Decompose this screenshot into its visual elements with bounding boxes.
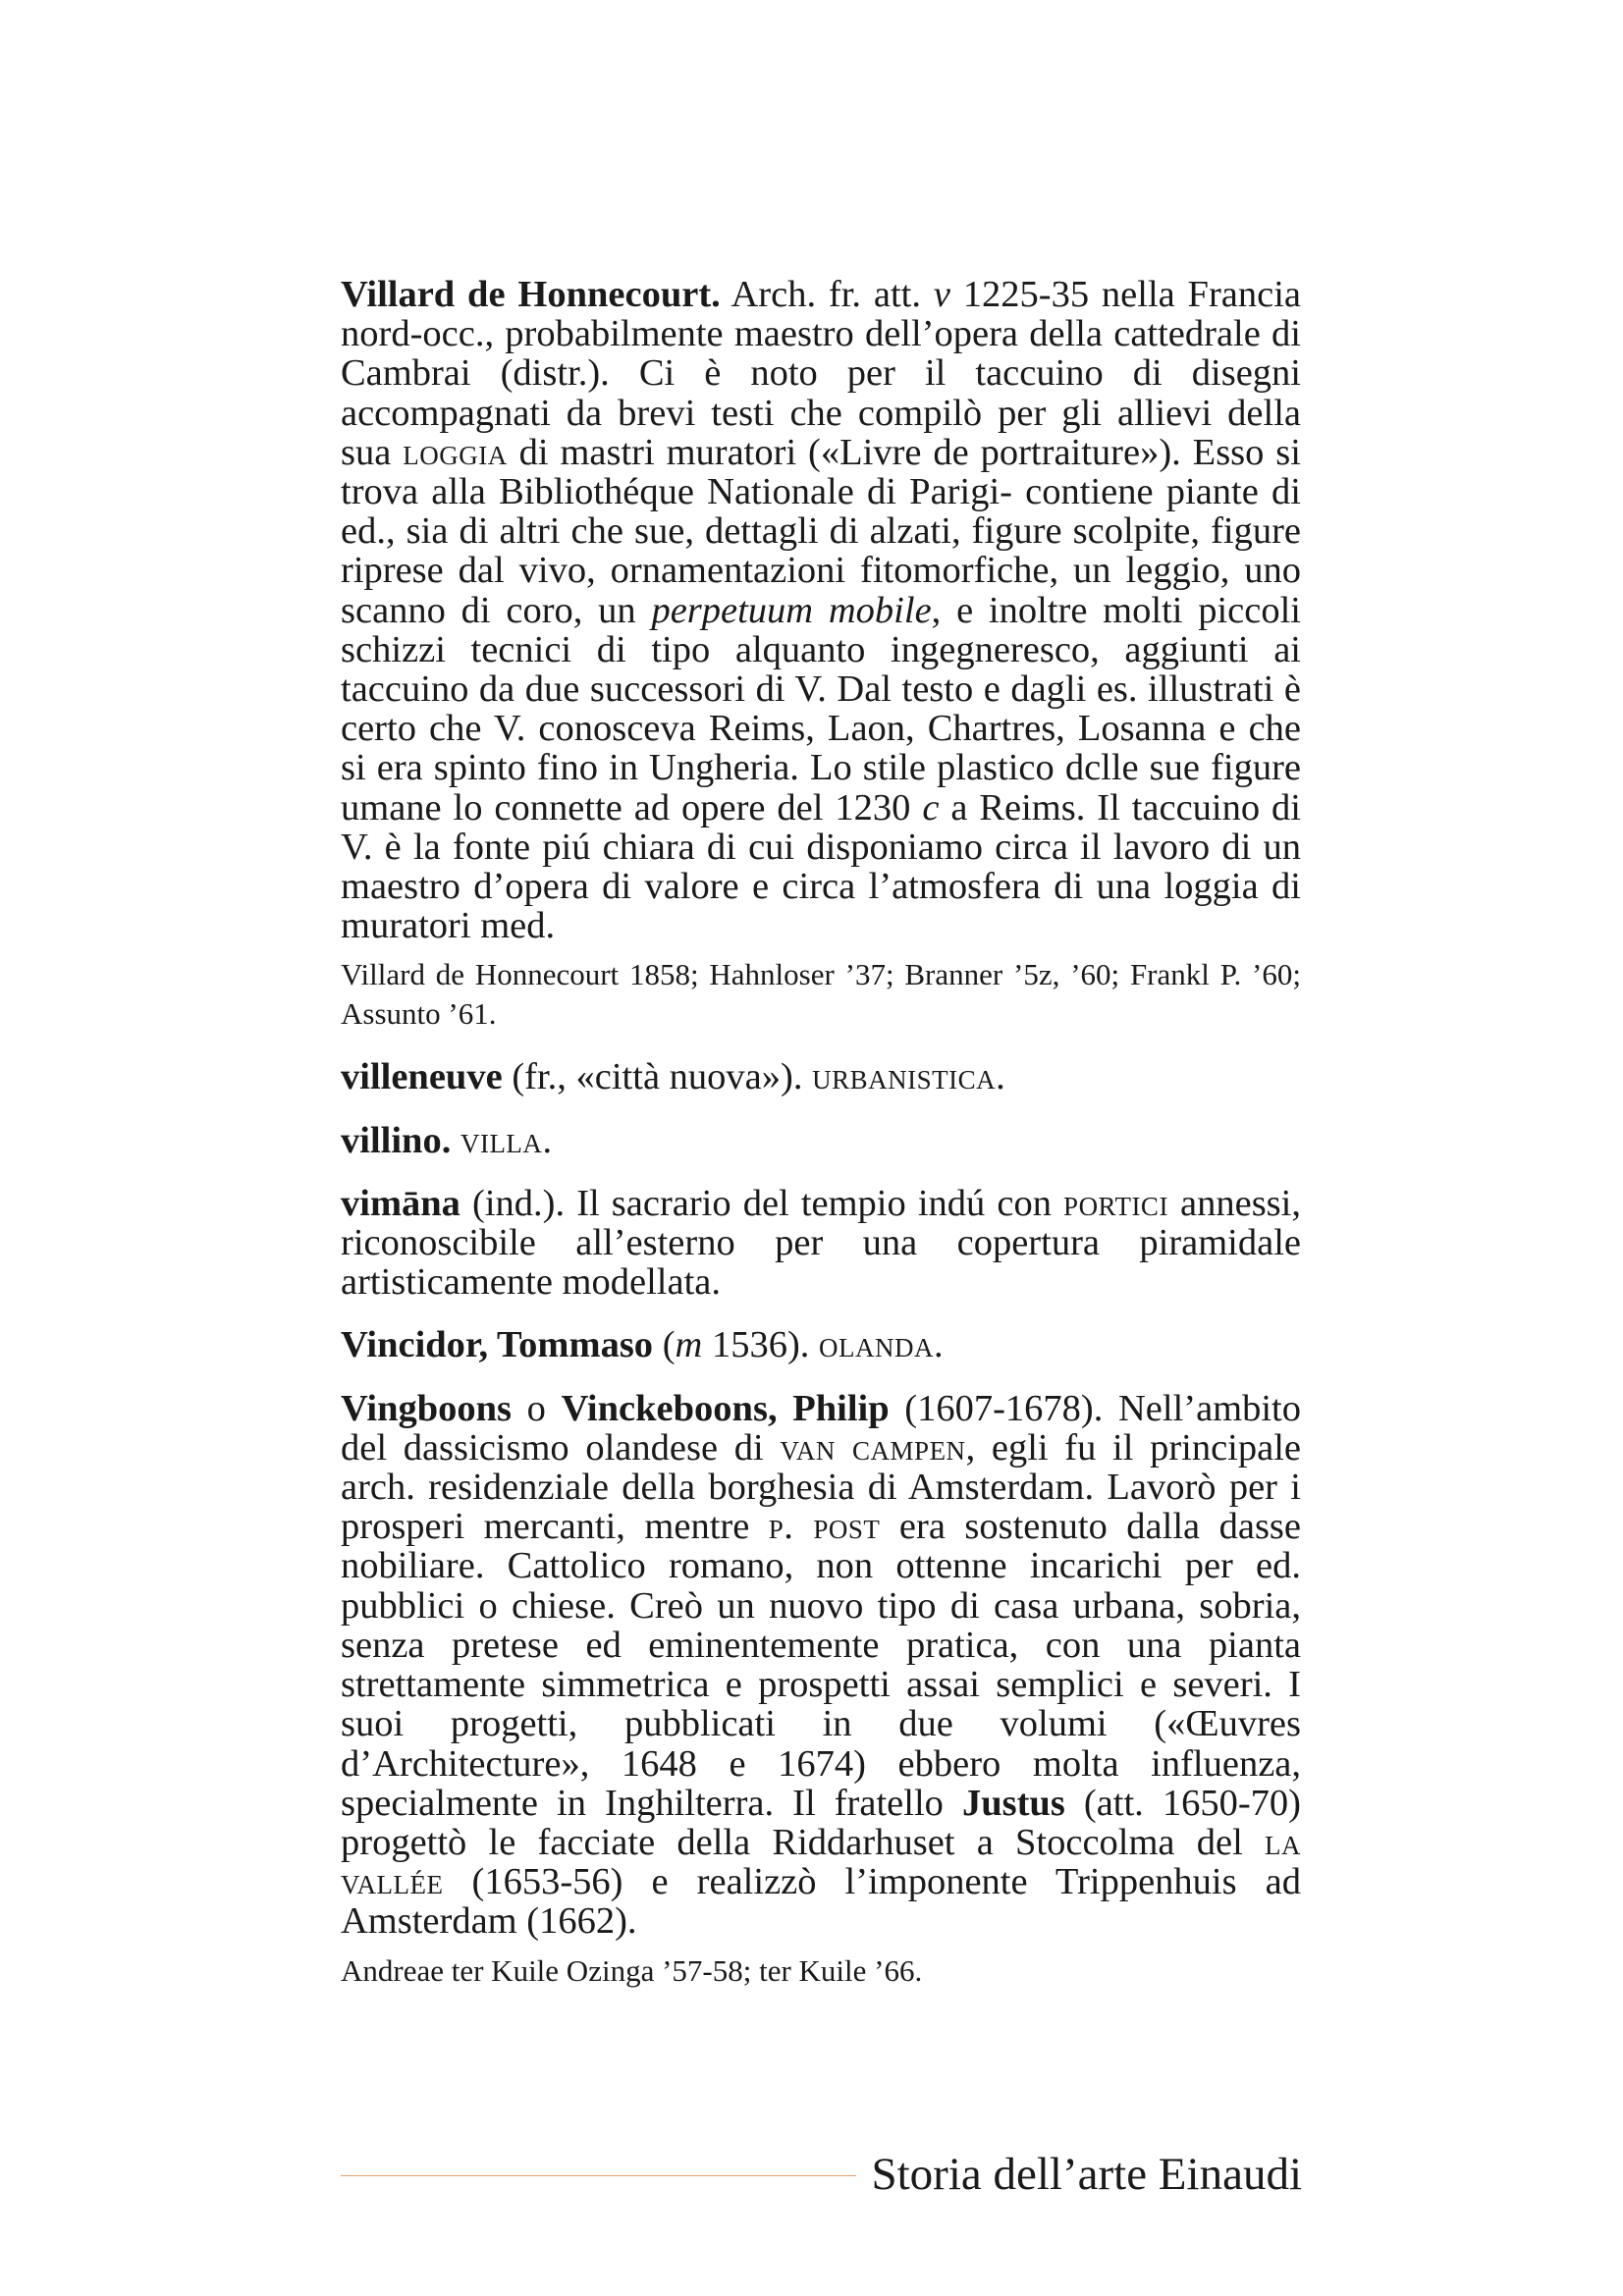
footer-title: Storia dell’arte Einaudi [871,2149,1302,2200]
cross-reference: olanda [819,1324,935,1366]
entry-text: . [934,1324,944,1366]
cross-reference: la vallée [341,1821,1301,1903]
entry-text: (1607-1678). Nell’ambito del dassicismo olandese di [341,1387,1302,1468]
entry-text: 1536). [702,1324,820,1366]
cross-reference: loggia [403,431,508,473]
entry-vimana [341,1184,1301,1303]
entry-body [341,1057,1301,1096]
entry-italic: c [922,786,940,828]
entry-text: 1225-35 nella Francia nord-occ., probabilmente maestro dell’opera della cattedrale di Cambrai (distr.). Ci è noto per il taccuino di disegni accompagnati da brevi testi che compilò per gli allievi della sua [341,274,1302,473]
entry-text: (1653-56) e realizzò l’imponente Trippenhuis ad Amsterdam (1662). [341,1861,1301,1943]
entry-text: ( [653,1324,676,1366]
entry-vingboons [341,1389,1301,1991]
entry-body [341,1325,1301,1364]
cross-reference: villa [460,1119,543,1161]
page-text [341,275,1301,2014]
entry-body [341,275,1301,945]
entry-body [341,1121,1301,1160]
entry-italic: perpetuum mobile [651,589,932,631]
headword: Justus [961,1782,1065,1824]
headword: Vingboons [341,1387,513,1429]
entry-text: (att. 1650-70) progettò le facciate della Riddarhuset a Stoccolma del [341,1782,1301,1863]
cross-reference: urbanistica [812,1056,997,1098]
bibliography: Andreae ter Kuile Ozinga ’57-58; ter Kuile ’66. [341,1952,923,1988]
entry-body [341,1184,1301,1303]
bibliography: Villard de Honnecourt 1858; Hahnloser ’37; Branner ’5z, ’60; Frankl P. ’60; Assunto ’61. [341,957,1301,1032]
entry-villeneuve [341,1057,1301,1096]
entry-text: Arch. fr. att. [720,274,934,315]
entry-text: era sostenuto dalla dasse nobiliare. Cattolico romano, non ottenne incarichi per ed. pubblici o chiese. Creò un nuovo tipo di casa urbana, sobria, senza pretese ed eminentemente pratica, con una pianta strettamente simmetrica e prospetti assai semplici e severi. I suoi progetti, pubblicati in due volumi («Œuvres d’Architecture», 1648 e 1674) ebbero molta influenza, specialmente in Inghilterra. Il fratello [341,1506,1301,1824]
entry-text: (fr., «città nuova»). [502,1056,813,1098]
cross-reference: p. post [768,1506,881,1548]
entry-villino [341,1121,1301,1160]
entry-text: , egli fu il principale arch. residenziale della borghesia di Amsterdam. Lavorò per i prosperi mercanti, mentre [341,1426,1302,1548]
entry-text: di mastri muratori («Livre de portraiture»). Esso si trova alla Bibliothéque Nationale di Parigi- contiene piante di ed., sia di altri che sue, dettagli di alzati, figure scolpite, figure riprese dal vivo, ornamentazioni fitomorfiche, un leggio, uno scanno di coro, un [341,431,1301,631]
headword: Vinckeboons, Philip [561,1387,890,1429]
headword: villino. [341,1119,452,1161]
entry-text: annessi, riconoscibile all’esterno per una copertura piramidale artisticamente modellata. [341,1182,1301,1304]
entry-text: . [996,1056,1005,1098]
entry-text [451,1120,460,1161]
entry-body [341,1389,1301,1942]
entry-text: . [542,1119,553,1161]
headword: Vincidor, Tommaso [341,1324,654,1366]
entry-italic: m [675,1324,703,1366]
entry-villard [341,275,1301,1034]
headword: Villard de Honnecourt. [341,274,721,315]
entry-text: a Reims. Il taccuino di V. è la fonte piú chiara di cui disponiamo circa il lavoro di un maestro d’opera di valore e circa l’atmosfera di una loggia di muratori med. [341,786,1301,947]
footer-rule [341,2175,856,2176]
entry-text: , e inoltre molti piccoli schizzi tecnici di tipo alquanto ingegneresco, aggiunti ai taccuino da due successori di V. Dal testo e dagli es. illustrati è certo che V. conosceva Reims, Laon, Chartres, Losanna e che si era spinto fino in Ungheria. Lo stile plastico dclle sue figure umane lo connette ad opere del 1230 [341,589,1301,828]
cross-reference: van campen [780,1426,966,1468]
entry-vincidor [341,1325,1301,1364]
headword: vimāna [341,1182,460,1224]
entry-text: (ind.). Il sacrario del tempio indú con [460,1182,1064,1224]
cross-reference: portici [1063,1182,1168,1224]
headword: villeneuve [341,1056,503,1098]
entry-text: o [512,1387,562,1429]
entry-italic: v [933,274,950,315]
